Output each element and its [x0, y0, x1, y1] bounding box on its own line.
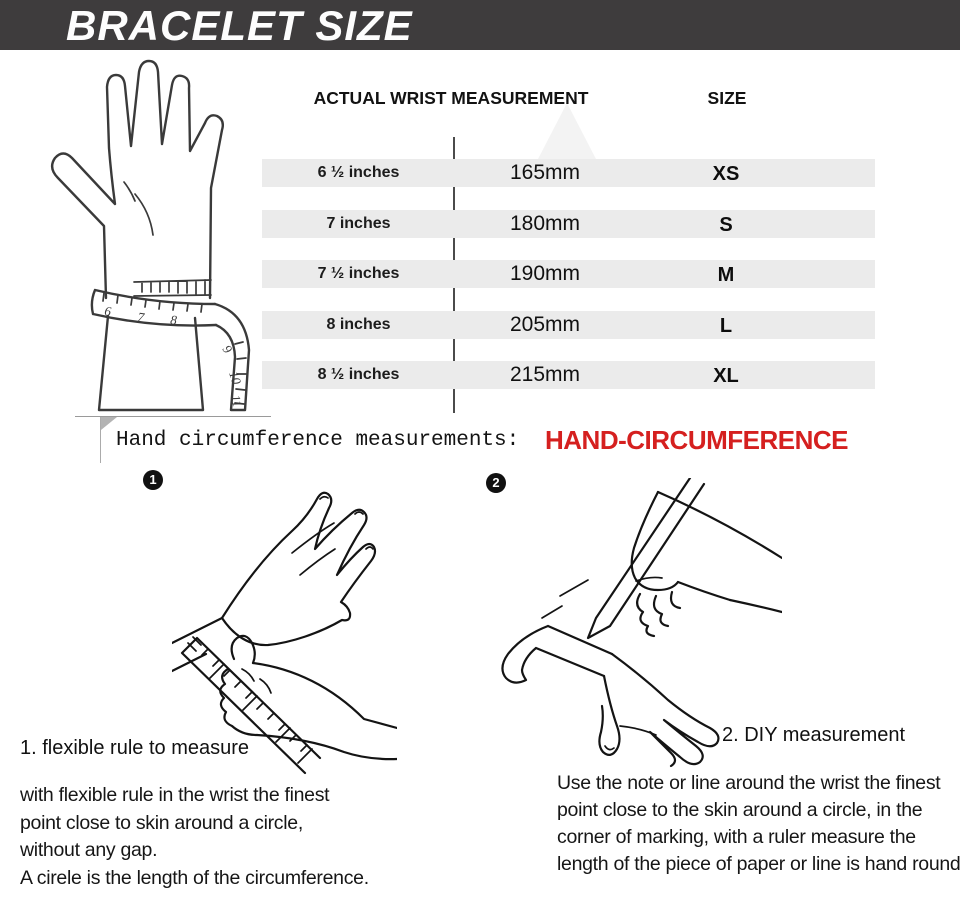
size-value: XS	[712, 163, 740, 185]
tape-number: 10	[226, 369, 245, 387]
upper-hand-outline	[222, 493, 375, 645]
lower-hand	[599, 654, 718, 766]
wrist-mm: 190mm	[509, 262, 581, 285]
size-value: S	[719, 214, 733, 236]
circumference-label: Hand circumference measurements:	[116, 429, 520, 452]
step-1-line: A cirele is the length of the circumference.	[20, 866, 369, 889]
wrist-mm: 165mm	[509, 161, 581, 184]
tape-far-strip	[134, 280, 211, 296]
size-value: XL	[713, 365, 739, 387]
column-header-measurement: ACTUAL WRIST MEASUREMENT	[313, 88, 589, 108]
size-value: M	[717, 264, 735, 286]
upper-forearm	[658, 492, 782, 612]
tape-number: 7	[136, 309, 146, 325]
step-1-line: with flexible rule in the wrist the finest	[20, 784, 330, 806]
pen-thumb-line	[636, 577, 662, 581]
wrist-mark-lines	[542, 580, 588, 618]
grip-finger-hints	[242, 669, 271, 693]
column-header-size: SIZE	[707, 88, 747, 108]
table-row	[262, 311, 875, 339]
step-1-badge: 1	[143, 470, 163, 490]
table-row	[262, 210, 875, 238]
wrist-mm: 215mm	[509, 363, 581, 386]
step-1-line: without any gap.	[20, 839, 158, 861]
tape-number: 11	[228, 393, 246, 409]
tape-number: 8	[169, 312, 178, 328]
sleeve	[99, 316, 203, 410]
wrist-inches: 7 inches	[326, 215, 391, 232]
table-row	[262, 260, 875, 288]
wrist-mm: 205mm	[509, 313, 581, 336]
step-2-body: Use the note or line around the wrist the finest point close to the skin around a circle, in the corner of marking, with a ruler measure the length of the piece of paper or line is hand round	[557, 772, 960, 875]
page-title: BRACELET SIZE	[66, 2, 413, 49]
wrist-mm: 180mm	[509, 212, 581, 235]
size-value: L	[719, 315, 733, 337]
wrist-tape-illustration	[38, 52, 270, 424]
palm-crease	[620, 726, 656, 735]
tape-tail	[215, 304, 249, 410]
pen	[588, 478, 704, 638]
step-1-title: 1. flexible rule to measure	[20, 737, 250, 759]
wrist-inches: 8 ½ inches	[317, 366, 400, 383]
step-2-badge: 2	[486, 473, 506, 493]
hand-circumference-heading: HAND-CIRCUMFERENCE	[545, 425, 848, 455]
watermark-triangle	[537, 103, 597, 161]
tape-number: 9	[219, 342, 236, 357]
table-row	[262, 361, 875, 389]
flag-marker	[101, 417, 117, 430]
finger-lines	[292, 523, 335, 575]
step-1-line: point close to skin around a circle,	[20, 811, 303, 834]
wrist-inches: 7 ½ inches	[317, 265, 400, 282]
tape-number: 6	[103, 303, 113, 319]
wrist-inches: 6 ½ inches	[317, 164, 400, 181]
step-1-body	[20, 782, 369, 892]
thumb-nail	[605, 746, 614, 750]
palm-creases	[124, 182, 153, 235]
flexible-rule-illustration	[172, 483, 397, 775]
wrist-inches: 8 inches	[326, 316, 391, 333]
step-2-title: 2. DIY measurement	[722, 724, 906, 746]
forearm-lines	[172, 618, 222, 671]
hand-outline	[52, 61, 223, 298]
table-row	[262, 159, 875, 187]
